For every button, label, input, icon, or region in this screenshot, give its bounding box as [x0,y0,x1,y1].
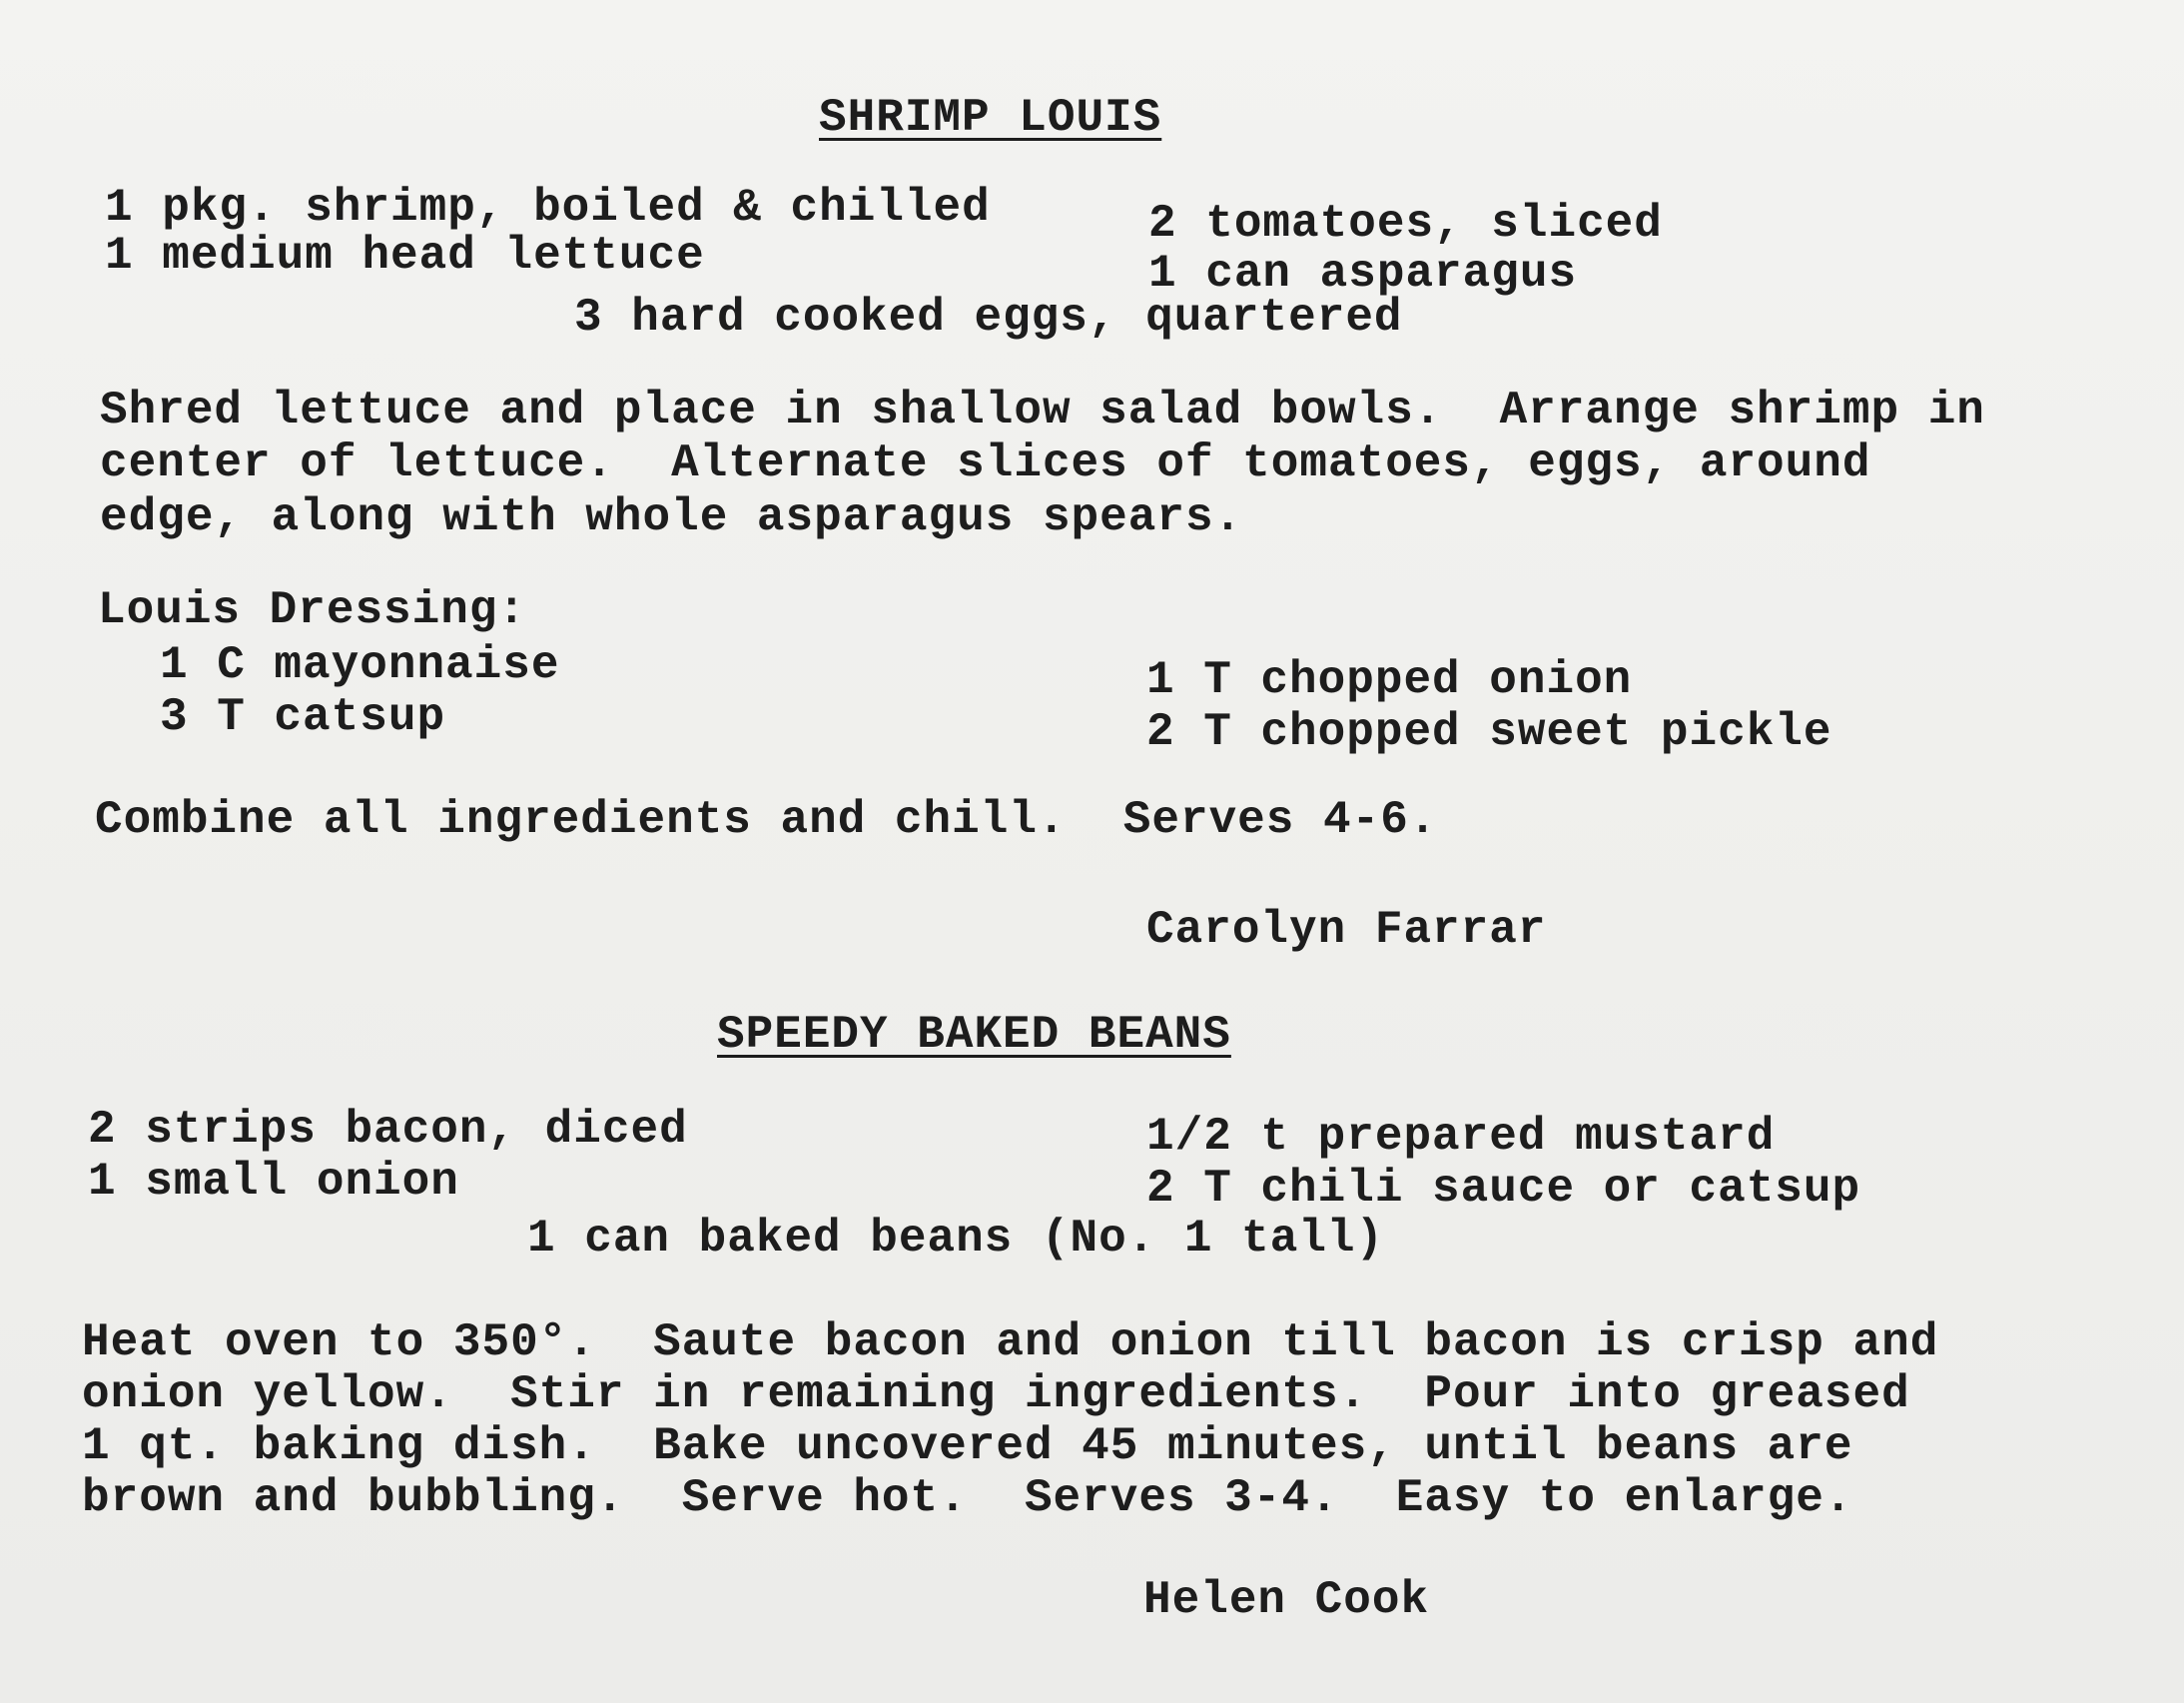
dressing-heading: Louis Dressing: [98,584,527,636]
directions-line: onion yellow. Stir in remaining ingredients. Pour into greased [82,1368,1910,1420]
directions-line: edge, along with whole asparagus spears. [100,491,1243,543]
ingredient-line: 3 hard cooked eggs, quartered [574,292,1403,344]
ingredient-line: 1 can asparagus [1148,248,1578,300]
directions-line: 1 qt. baking dish. Bake uncovered 45 minutes, until beans are [82,1420,1853,1472]
ingredient-line: 1/2 t prepared mustard [1146,1111,1776,1163]
author-carolyn-farrar: Carolyn Farrar [1146,904,1547,956]
dressing-ingredient: 2 T chopped sweet pickle [1146,706,1832,758]
ingredient-line: 1 small onion [88,1156,459,1208]
directions-line: Shred lettuce and place in shallow salad bowls. Arrange shrimp in [100,385,1985,436]
dressing-ingredient: 1 T chopped onion [1146,654,1633,706]
author-helen-cook: Helen Cook [1143,1574,1430,1626]
ingredient-line: 1 pkg. shrimp, boiled & chilled [105,182,991,234]
ingredient-line: 2 strips bacon, diced [88,1104,688,1156]
directions-line: center of lettuce. Alternate slices of tomatoes, eggs, around [100,437,1871,489]
directions-line: Heat oven to 350°. Saute bacon and onion till bacon is crisp and [82,1316,1939,1368]
directions-line: brown and bubbling. Serve hot. Serves 3-4. Easy to enlarge. [82,1472,1853,1524]
recipe-title-speedy-baked-beans: SPEEDY BAKED BEANS [717,1009,1231,1061]
closing-line: Combine all ingredients and chill. Serves 4-6. [95,794,1438,846]
ingredient-line: 1 medium head lettuce [105,230,705,282]
ingredient-line: 1 can baked beans (No. 1 tall) [527,1213,1385,1265]
ingredient-line: 2 tomatoes, sliced [1148,198,1663,250]
dressing-ingredient: 1 C mayonnaise [160,639,560,691]
ingredient-line: 2 T chili sauce or catsup [1146,1163,1861,1215]
recipe-title-shrimp-louis: SHRIMP LOUIS [819,92,1162,144]
dressing-ingredient: 3 T catsup [160,691,446,743]
